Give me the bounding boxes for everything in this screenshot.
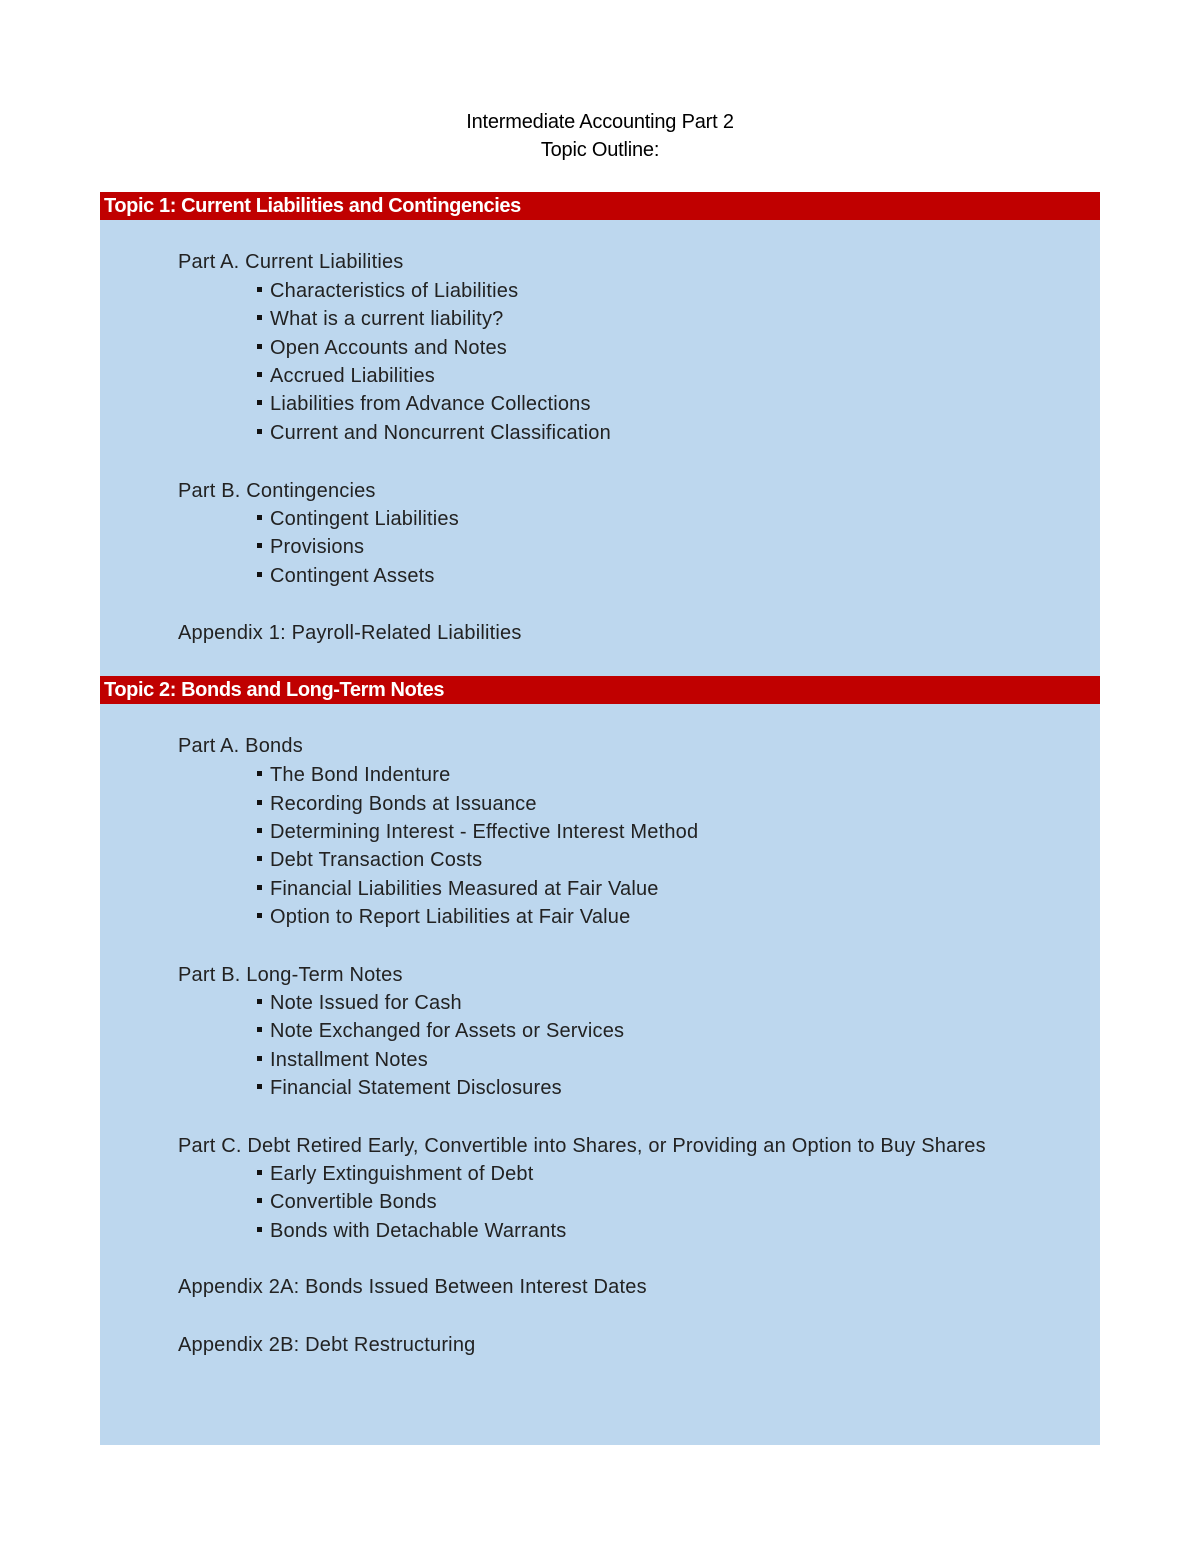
list-item: Provisions [257, 533, 364, 561]
bullet-icon [257, 344, 262, 349]
list-item: Convertible Bonds [257, 1188, 437, 1216]
list-item: Contingent Liabilities [257, 505, 459, 533]
bullet-icon [257, 543, 262, 548]
topic-2-heading: Topic 2: Bonds and Long-Term Notes [100, 676, 1100, 704]
list-item: The Bond Indenture [257, 761, 450, 789]
list-item: Option to Report Liabilities at Fair Value [257, 903, 630, 931]
bullet-icon [257, 287, 262, 292]
topic-1-part-a-title: Part A. Current Liabilities [178, 251, 404, 273]
bullet-icon [257, 771, 262, 776]
list-item: Determining Interest - Effective Interest Method [257, 818, 698, 846]
list-item: What is a current liability? [257, 305, 503, 333]
topic-2-appendix-b: Appendix 2B: Debt Restructuring [178, 1334, 476, 1356]
bullet-icon [257, 1198, 262, 1203]
topic-1-appendix: Appendix 1: Payroll-Related Liabilities [178, 622, 522, 644]
bullet-icon [257, 999, 262, 1004]
topic-2-part-b-title: Part B. Long-Term Notes [178, 964, 403, 986]
bullet-icon [257, 1084, 262, 1089]
document-header [0, 108, 1200, 164]
list-item: Note Exchanged for Assets or Services [257, 1017, 624, 1045]
list-item: Note Issued for Cash [257, 989, 462, 1017]
list-item: Open Accounts and Notes [257, 334, 507, 362]
bullet-icon [257, 1227, 262, 1232]
list-item: Early Extinguishment of Debt [257, 1160, 534, 1188]
list-item: Characteristics of Liabilities [257, 277, 518, 305]
bullet-icon [257, 913, 262, 918]
list-item: Accrued Liabilities [257, 362, 435, 390]
bullet-icon [257, 372, 262, 377]
bullet-icon [257, 1027, 262, 1032]
topic-2-part-c-title: Part C. Debt Retired Early, Convertible into Shares, or Providing an Option to Buy Shares [178, 1135, 986, 1157]
bullet-icon [257, 315, 262, 320]
list-item: Contingent Assets [257, 562, 435, 590]
bullet-icon [257, 800, 262, 805]
list-item: Financial Statement Disclosures [257, 1074, 562, 1102]
list-item: Recording Bonds at Issuance [257, 790, 537, 818]
list-item: Liabilities from Advance Collections [257, 390, 591, 418]
bullet-icon [257, 856, 262, 861]
topic-2-appendix-a: Appendix 2A: Bonds Issued Between Interest Dates [178, 1276, 647, 1298]
topic-1-part-b-title: Part B. Contingencies [178, 480, 376, 502]
topic-1-heading: Topic 1: Current Liabilities and Contingencies [100, 192, 1100, 220]
bullet-icon [257, 429, 262, 434]
bullet-icon [257, 885, 262, 890]
topic-1-body [100, 220, 1100, 676]
document-title: Intermediate Accounting Part 2 [466, 111, 734, 133]
topic-2-part-a-title: Part A. Bonds [178, 735, 303, 757]
bullet-icon [257, 400, 262, 405]
bullet-icon [257, 572, 262, 577]
list-item: Bonds with Detachable Warrants [257, 1217, 567, 1245]
list-item: Financial Liabilities Measured at Fair Value [257, 875, 659, 903]
bullet-icon [257, 515, 262, 520]
bullet-icon [257, 1170, 262, 1175]
list-item: Current and Noncurrent Classification [257, 419, 611, 447]
bullet-icon [257, 828, 262, 833]
bullet-icon [257, 1056, 262, 1061]
list-item: Debt Transaction Costs [257, 846, 482, 874]
document-subtitle: Topic Outline: [540, 139, 660, 161]
list-item: Installment Notes [257, 1046, 428, 1074]
